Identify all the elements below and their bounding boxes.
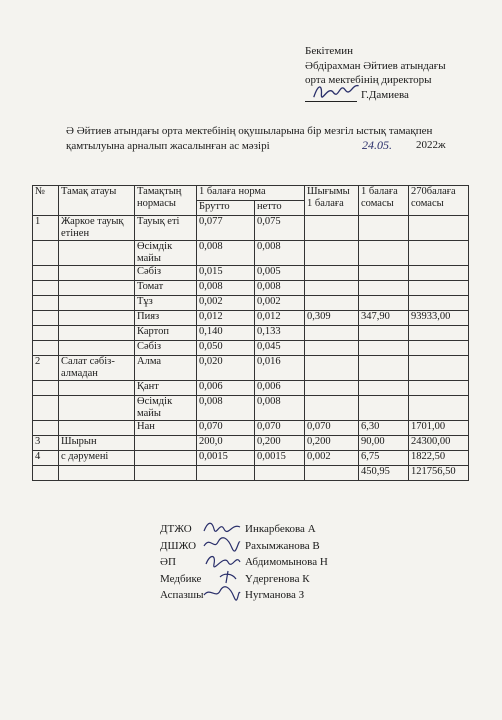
table-cell: 0,200 <box>255 436 305 451</box>
table-cell <box>33 281 59 296</box>
table-cell <box>33 466 59 481</box>
table-cell <box>33 421 59 436</box>
table-cell: 0,006 <box>197 381 255 396</box>
table-row <box>33 341 469 356</box>
table-cell: 24300,00 <box>409 436 469 451</box>
table-cell <box>59 296 135 311</box>
table-cell <box>359 356 409 381</box>
table-cell <box>409 266 469 281</box>
table-cell: 0,012 <box>197 311 255 326</box>
table-row <box>33 326 469 341</box>
table-cell: с дәрумені <box>59 451 135 466</box>
table-cell: Сәбіз <box>135 266 197 281</box>
table-cell: 0,008 <box>197 396 255 421</box>
table-cell: Шырын <box>59 436 135 451</box>
menu-table-body <box>33 216 469 481</box>
approval-line-1: Бекітемин <box>305 45 354 57</box>
table-cell: 0,002 <box>197 296 255 311</box>
table-cell: 0,0015 <box>255 451 305 466</box>
table-cell: 0,008 <box>255 396 305 421</box>
table-cell <box>33 341 59 356</box>
menu-heading <box>66 124 476 153</box>
table-cell <box>59 466 135 481</box>
table-cell: 0,016 <box>255 356 305 381</box>
table-cell <box>135 436 197 451</box>
table-cell <box>359 381 409 396</box>
table-cell: 0,020 <box>197 356 255 381</box>
table-cell <box>59 241 135 266</box>
signature-row <box>160 571 310 588</box>
approval-line-2: Әбдірахман Әйтиев атындағы <box>305 59 446 72</box>
signature-role: ДШЖО <box>160 539 197 552</box>
header-num: № <box>33 186 59 216</box>
signature-row <box>160 538 320 555</box>
table-cell: 0,008 <box>255 281 305 296</box>
table-cell <box>305 396 359 421</box>
table-row <box>33 396 469 421</box>
table-cell <box>409 296 469 311</box>
table-cell <box>135 466 197 481</box>
table-cell: Жаркое тауық етінен <box>59 216 135 241</box>
table-cell: 0,002 <box>305 451 359 466</box>
table-cell <box>359 326 409 341</box>
signature-icon <box>202 569 242 585</box>
signature-name: Абдимомынова Н <box>245 556 328 568</box>
table-cell <box>359 216 409 241</box>
table-row <box>33 281 469 296</box>
table-cell: Алма <box>135 356 197 381</box>
signature-role: Медбике <box>160 572 202 585</box>
header-price: 1 балаға сомасы <box>359 186 409 216</box>
table-cell: 0,200 <box>305 436 359 451</box>
table-cell: 0,0015 <box>197 451 255 466</box>
signature-name: Нугманова З <box>245 589 305 601</box>
table-cell: 0,045 <box>255 341 305 356</box>
header-food: Тамақ атауы <box>59 186 135 216</box>
table-cell <box>305 281 359 296</box>
table-cell <box>59 311 135 326</box>
table-row <box>33 216 469 241</box>
table-cell <box>359 266 409 281</box>
table-cell <box>409 356 469 381</box>
header-brutto: Брутто <box>197 201 255 216</box>
header-total: 270балаға сомасы <box>409 186 469 216</box>
director-sign-line <box>305 88 446 103</box>
table-cell <box>33 296 59 311</box>
table-cell: 1701,00 <box>409 421 469 436</box>
table-cell <box>59 341 135 356</box>
table-cell: Салат сәбіз-алмадан <box>59 356 135 381</box>
handwritten-date: 24.05. <box>362 138 392 152</box>
signature-icon <box>202 536 242 552</box>
table-cell: Сәбіз <box>135 341 197 356</box>
table-cell: 4 <box>33 451 59 466</box>
table-cell: 0,133 <box>255 326 305 341</box>
table-cell <box>305 241 359 266</box>
table-cell <box>33 241 59 266</box>
table-cell: 121756,50 <box>409 466 469 481</box>
table-cell <box>359 296 409 311</box>
table-cell: 2 <box>33 356 59 381</box>
table-cell: Тұз <box>135 296 197 311</box>
table-cell: 0,070 <box>197 421 255 436</box>
table-cell: 0,008 <box>197 281 255 296</box>
table-cell <box>305 296 359 311</box>
table-cell: 0,008 <box>197 241 255 266</box>
table-cell: 0,012 <box>255 311 305 326</box>
table-header-row <box>33 186 469 201</box>
signatures-block <box>160 521 328 604</box>
table-cell <box>59 396 135 421</box>
table-cell <box>305 266 359 281</box>
signature-name: Үдергенова К <box>245 572 310 585</box>
table-cell: Картоп <box>135 326 197 341</box>
table-cell <box>59 326 135 341</box>
table-cell: 450,95 <box>359 466 409 481</box>
signature-icon <box>202 519 242 535</box>
signature-role: Аспазшы <box>160 589 204 601</box>
table-cell <box>409 216 469 241</box>
menu-table <box>32 185 469 481</box>
table-cell <box>33 396 59 421</box>
table-cell <box>409 281 469 296</box>
table-cell: Пияз <box>135 311 197 326</box>
signature-row <box>160 587 305 604</box>
approval-block <box>305 44 446 102</box>
table-row <box>33 311 469 326</box>
table-cell <box>33 311 59 326</box>
table-cell <box>359 241 409 266</box>
table-row <box>33 356 469 381</box>
table-cell: 0,006 <box>255 381 305 396</box>
table-cell: 0,070 <box>305 421 359 436</box>
table-cell <box>305 381 359 396</box>
table-cell <box>59 281 135 296</box>
table-cell: Өсімдік майы <box>135 396 197 421</box>
table-cell: 0,077 <box>197 216 255 241</box>
table-cell: 1 <box>33 216 59 241</box>
table-cell: 90,00 <box>359 436 409 451</box>
table-cell: 0,008 <box>255 241 305 266</box>
heading-line-1: Ә Әйтиев атындағы орта мектебінің оқушыларына бір мезгіл ыстық тамақпен <box>66 125 433 137</box>
table-row <box>33 266 469 281</box>
table-cell: 200,0 <box>197 436 255 451</box>
signature-icon <box>202 552 242 568</box>
table-row <box>33 421 469 436</box>
table-row <box>33 296 469 311</box>
table-row <box>33 381 469 396</box>
header-netto: нетто <box>255 201 305 216</box>
table-cell <box>59 381 135 396</box>
signature-name: Рахымжанова В <box>245 539 320 552</box>
table-cell: Тауық еті <box>135 216 197 241</box>
heading-year: 2022ж <box>416 139 446 151</box>
signature-role: ӘП <box>160 556 176 568</box>
table-row <box>33 451 469 466</box>
table-cell: 0,070 <box>255 421 305 436</box>
signature-row <box>160 554 328 571</box>
table-cell: Қант <box>135 381 197 396</box>
table-cell: 1822,50 <box>409 451 469 466</box>
header-per-child: 1 балаға норма <box>197 186 305 201</box>
table-cell <box>305 356 359 381</box>
table-cell: 6,75 <box>359 451 409 466</box>
table-cell <box>409 381 469 396</box>
approval-line-3: орта мектебінің директоры <box>305 74 432 86</box>
heading-line-2: қамтылуына арналып жасалынған ас мәзірі <box>66 139 270 152</box>
table-cell <box>409 241 469 266</box>
table-row <box>33 466 469 481</box>
table-cell <box>33 266 59 281</box>
table-cell <box>409 396 469 421</box>
signature-icon <box>202 585 242 601</box>
table-cell <box>197 466 255 481</box>
table-cell: 0,015 <box>197 266 255 281</box>
table-cell: Өсімдік майы <box>135 241 197 266</box>
table-cell <box>359 281 409 296</box>
table-cell <box>305 466 359 481</box>
table-cell: 347,90 <box>359 311 409 326</box>
table-cell <box>135 451 197 466</box>
table-cell <box>305 341 359 356</box>
table-row <box>33 241 469 266</box>
header-yield: Шығымы 1 балаға <box>305 186 359 216</box>
table-cell: 0,002 <box>255 296 305 311</box>
table-cell <box>409 341 469 356</box>
signature-row <box>160 521 316 538</box>
signature-name: Инкарбекова А <box>245 523 316 535</box>
signature-role: ДТЖО <box>160 523 192 535</box>
table-cell: 0,075 <box>255 216 305 241</box>
table-cell <box>305 216 359 241</box>
table-cell <box>59 421 135 436</box>
table-cell: Нан <box>135 421 197 436</box>
table-cell: 6,30 <box>359 421 409 436</box>
table-cell: 0,140 <box>197 326 255 341</box>
table-cell: Томат <box>135 281 197 296</box>
table-cell <box>255 466 305 481</box>
table-cell <box>33 326 59 341</box>
table-cell: 0,005 <box>255 266 305 281</box>
table-cell: 0,309 <box>305 311 359 326</box>
table-cell <box>359 396 409 421</box>
table-cell <box>409 326 469 341</box>
table-cell <box>359 341 409 356</box>
director-name: Г.Дамиева <box>361 88 409 101</box>
table-cell <box>305 326 359 341</box>
table-cell: 93933,00 <box>409 311 469 326</box>
table-cell <box>59 266 135 281</box>
table-cell: 3 <box>33 436 59 451</box>
table-cell <box>33 381 59 396</box>
table-cell: 0,050 <box>197 341 255 356</box>
table-row <box>33 436 469 451</box>
header-norm: Тамақтың нормасы <box>135 186 197 216</box>
